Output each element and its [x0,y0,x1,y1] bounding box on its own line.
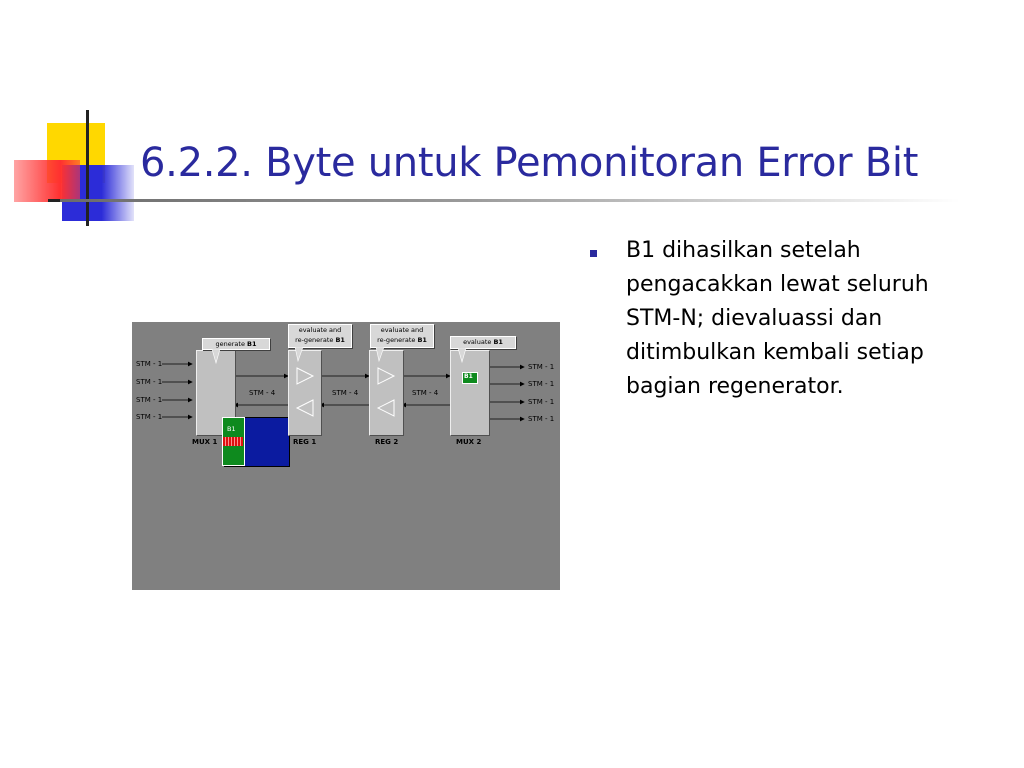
decor-red-square [14,160,80,202]
link-label: STM - 4 [412,389,439,397]
node-label-reg1: REG 1 [293,438,317,446]
b1-monitoring-diagram [132,322,560,590]
callout-pointer [376,347,386,363]
callout-generate-b1: generate B1 [202,338,270,350]
mux2-box [450,350,490,436]
callout-evaluate-regenerate-reg2: evaluate and re-generate B1 [370,324,434,348]
callout-pointer [295,347,305,363]
node-label-reg2: REG 2 [375,438,399,446]
node-label-mux1: MUX 1 [192,438,218,446]
callout-pointer [212,349,222,365]
input-label: STM - 1 [136,396,163,404]
callout-evaluate-regenerate-reg1: evaluate and re-generate B1 [288,324,352,348]
node-label-mux2: MUX 2 [456,438,482,446]
link-label: STM - 4 [249,389,276,397]
callout-pointer [458,348,468,364]
decor-vertical-line [86,110,89,226]
bullet-list [590,234,990,404]
frame-b1-label: B1 [227,425,236,433]
input-label: STM - 1 [136,378,163,386]
link-label: STM - 4 [332,389,359,397]
reg1-amplifier-icons [295,366,315,418]
output-label: STM - 1 [528,415,555,423]
callout-evaluate-b1: evaluate B1 [450,336,516,349]
title-underline [60,199,960,202]
input-label: STM - 1 [136,360,163,368]
bullet-item: B1 dihasilkan setelah pengacakkan lewat seluruh STM-N; dievaluassi dan ditimbulkan kembali setiap bagian regenerator. [626,238,929,399]
output-label: STM - 1 [528,363,555,371]
output-label: STM - 1 [528,380,555,388]
frame-b1-red-bytes [223,437,243,446]
mux2-b1-label: B1 [464,373,473,380]
bullet-marker [590,250,597,257]
input-label: STM - 1 [136,413,163,421]
reg2-amplifier-icons [376,366,396,418]
output-label: STM - 1 [528,398,555,406]
slide-title: 6.2.2. Byte untuk Pemonitoran Error Bit [140,140,919,186]
